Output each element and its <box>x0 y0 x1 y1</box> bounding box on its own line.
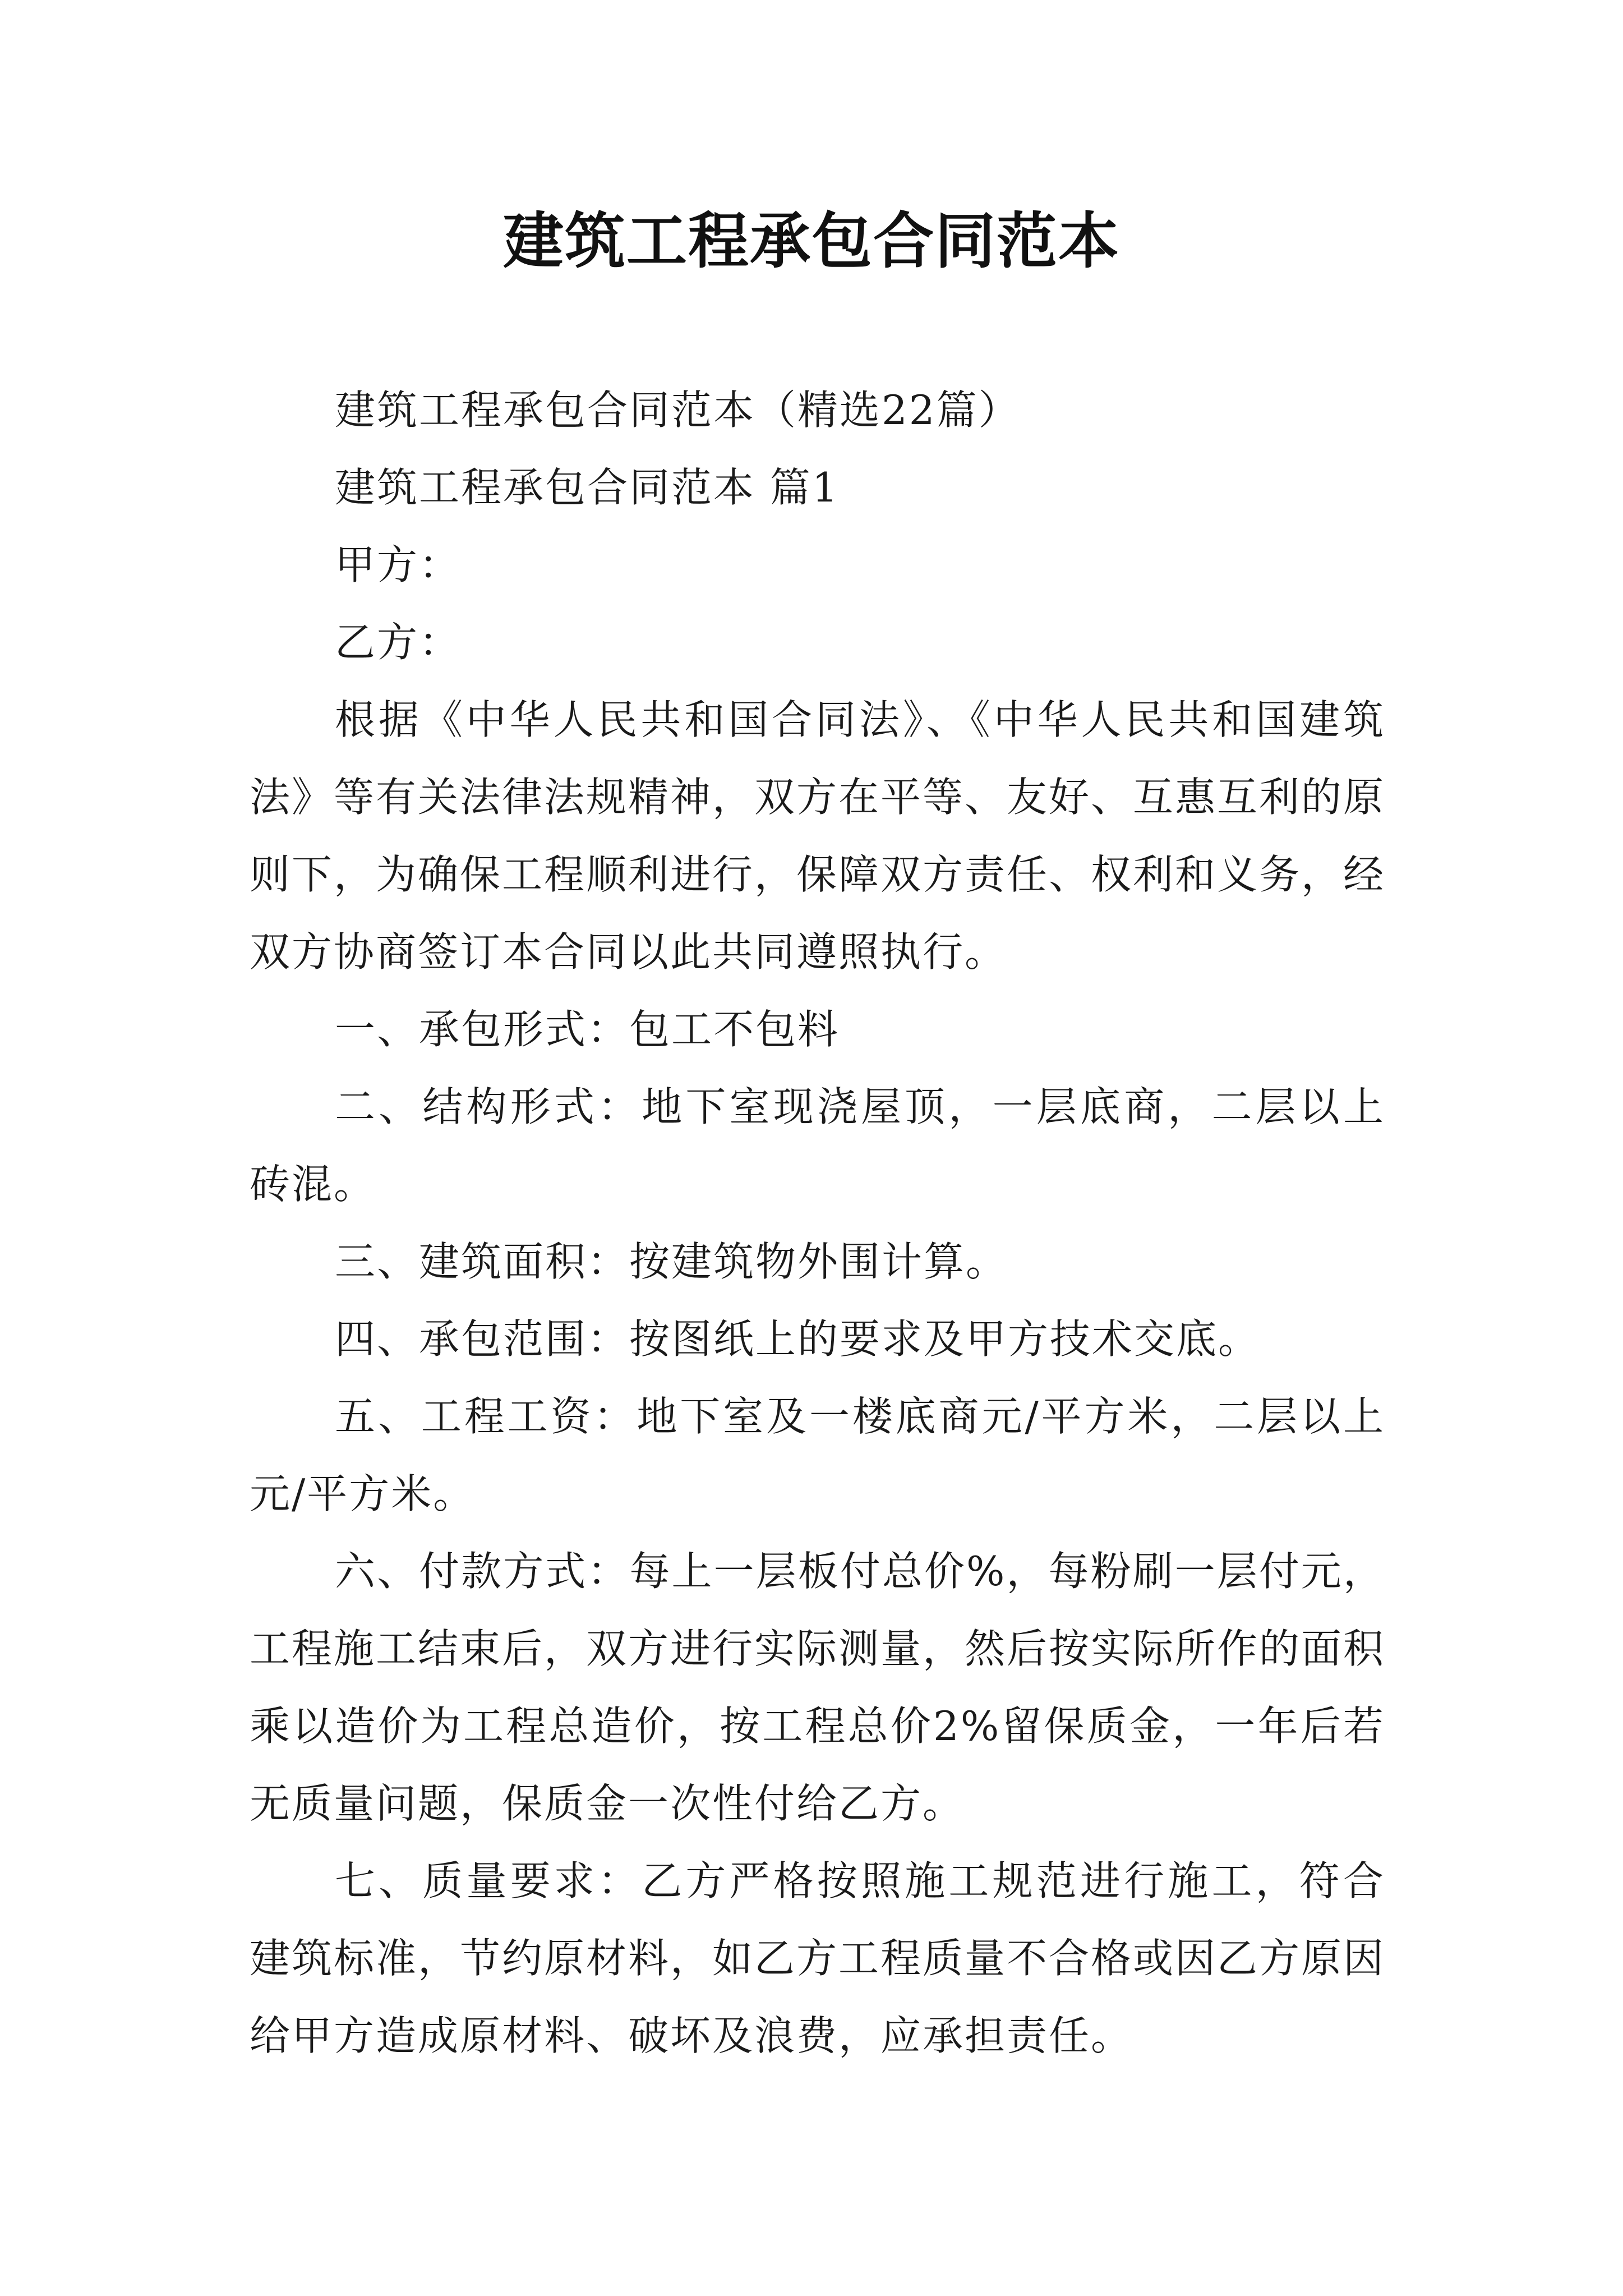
document-body <box>250 371 1385 2074</box>
paragraph-party-a: 甲方： <box>335 541 462 588</box>
document-title: 建筑工程承包合同范本 <box>502 206 1120 277</box>
paragraph-preamble: 根据《中华人民共和国合同法》、《中华人民共和国建筑法》等有关法律法规精神，双方在平等、友好、互惠互利的原则下，为确保工程顺利进行，保障双方责任、权利和义务，经双方协商签订本合同以此共同遵照执行。 <box>250 696 1386 976</box>
paragraph-clause-5: 五、工程工资：地下室及一楼底商元/平方米，二层以上元/平方米。 <box>250 1393 1385 1517</box>
paragraph-clause-2: 二、结构形式：地下室现浇屋顶，一层底商，二层以上砖混。 <box>250 1083 1385 1208</box>
paragraph-clause-3: 三、建筑面积：按建筑物外围计算。 <box>335 1238 1008 1285</box>
paragraph-clause-1: 一、承包形式：包工不包料 <box>335 1006 840 1053</box>
paragraph-clause-6: 六、付款方式：每上一层板付总价%，每粉刷一层付元，工程施工结束后，双方进行实际测量，然后按实际所作的面积乘以造价为工程总造价，按工程总价2%留保质金，一年后若无质量问题，保质金一次性付给乙方。 <box>250 1548 1386 1827</box>
paragraph-subtitle: 建筑工程承包合同范本（精选22篇） <box>335 386 1021 434</box>
paragraph-section-heading: 建筑工程承包合同范本 篇1 <box>335 464 840 511</box>
paragraph-clause-7: 七、质量要求：乙方严格按照施工规范进行施工，符合建筑标准，节约原材料，如乙方工程质量不合格或因乙方原因给甲方造成原材料、破坏及浪费，应承担责任。 <box>250 1857 1386 2059</box>
paragraph-clause-4: 四、承包范围：按图纸上的要求及甲方技术交底。 <box>335 1315 1261 1363</box>
paragraph-party-b: 乙方： <box>335 619 462 666</box>
